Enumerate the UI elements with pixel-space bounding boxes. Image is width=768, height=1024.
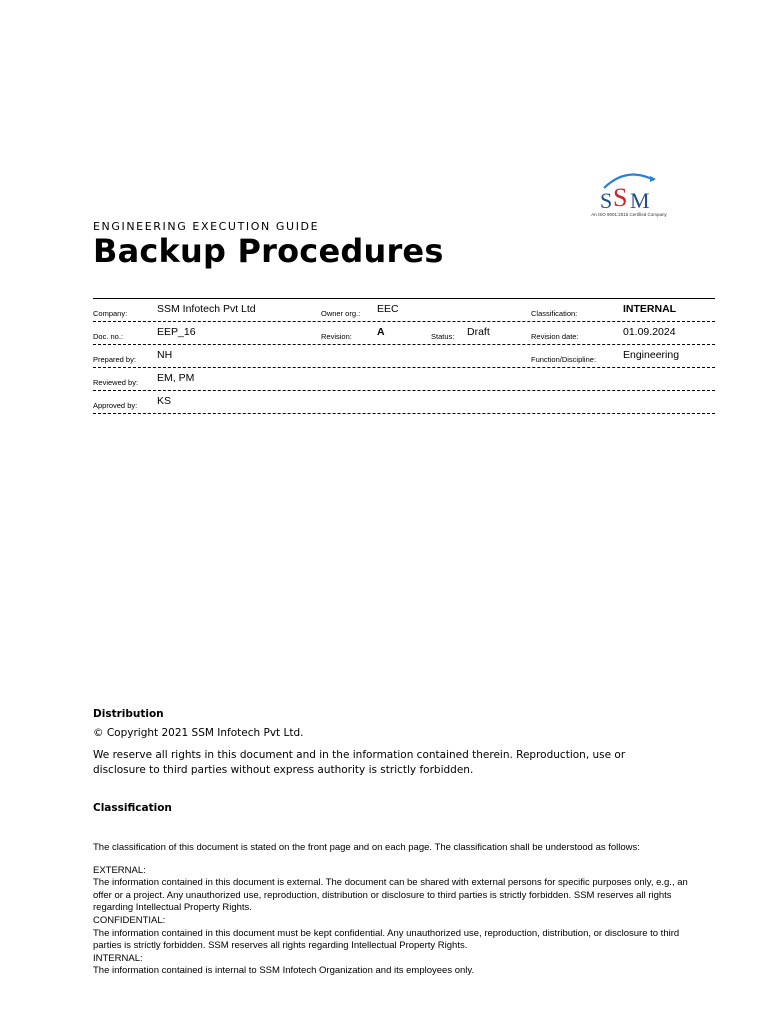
classification-value: INTERNAL: [623, 303, 677, 315]
classification-intro: The classification of this document is stated on the front page and on each page. The classification shall be understood as follows:: [93, 842, 640, 853]
status-value: Draft: [467, 326, 490, 338]
owner-value: EEC: [377, 303, 399, 315]
company-value: SSM Infotech Pvt Ltd: [157, 303, 256, 315]
meta-row-reviewed: [93, 368, 715, 391]
external-label: EXTERNAL:: [93, 864, 146, 876]
revdate-label: Revision date:: [531, 332, 579, 341]
docno-label: Doc. no.:: [93, 332, 124, 341]
reviewed-value: EM, PM: [157, 372, 195, 384]
distribution-heading: Distribution: [93, 708, 164, 720]
meta-row-docno: [93, 322, 715, 345]
meta-row-approved: [93, 391, 715, 414]
meta-row-prepared: [93, 345, 715, 368]
approved-value: KS: [157, 395, 172, 407]
rights-reserved-text: We reserve all rights in this document and in the information contained therein. Reproduction, use or disclosure to third parties without express authority is strictly forbidden.: [93, 749, 626, 776]
function-label: Function/Discipline:: [531, 355, 597, 364]
document-title: Backup Procedures: [93, 232, 444, 270]
status-label: Status:: [431, 332, 455, 341]
approved-label: Approved by:: [93, 401, 138, 410]
document-metadata-table: [93, 298, 715, 414]
meta-row-company: [93, 299, 715, 322]
classification-label: Classification:: [531, 309, 578, 318]
document-subtitle: ENGINEERING EXECUTION GUIDE: [93, 220, 320, 233]
internal-label: INTERNAL:: [93, 952, 143, 964]
svg-text:S: S: [613, 183, 628, 212]
classification-heading: Classification: [93, 802, 172, 814]
logo-caption: An ISO 9001:2015 Certified Company: [591, 212, 667, 217]
revdate-value: 01.09.2024: [623, 326, 676, 338]
function-value: Engineering: [623, 349, 680, 361]
internal-text: The information contained is internal to SSM Infotech Organization and its employees only.: [93, 965, 475, 977]
copyright-notice: © Copyright 2021 SSM Infotech Pvt Ltd.: [93, 727, 304, 739]
owner-label: Owner org.:: [321, 309, 361, 318]
reviewed-label: Reviewed by:: [93, 378, 139, 387]
confidential-label: CONFIDENTIAL:: [93, 914, 166, 926]
revision-value: A: [377, 326, 385, 338]
docno-value: EEP_16: [157, 326, 196, 338]
external-text: The information contained in this document is external. The document can be shared with external persons for specific purposes only, e.g., an offer or a project. Any unauthorized use, reproduction, distribution or disclosure to third parties is strictly forbidden. SSM reserves all rights regarding Intellectual Property Rights.: [93, 877, 688, 914]
prepared-label: Prepared by:: [93, 355, 136, 364]
confidential-text: The information contained in this document must be kept confidential. Any unauthorized use, reproduction, distribution, or disclosure to third parties is strictly forbidden. SSM reserves all rights regarding Intellectual Property Rights.: [93, 927, 680, 952]
revision-label: Revision:: [321, 332, 352, 341]
svg-text:S: S: [600, 188, 613, 213]
company-label: Company:: [93, 309, 128, 318]
classification-body: [93, 842, 693, 978]
prepared-value: NH: [157, 349, 173, 361]
svg-text:M: M: [630, 188, 650, 213]
